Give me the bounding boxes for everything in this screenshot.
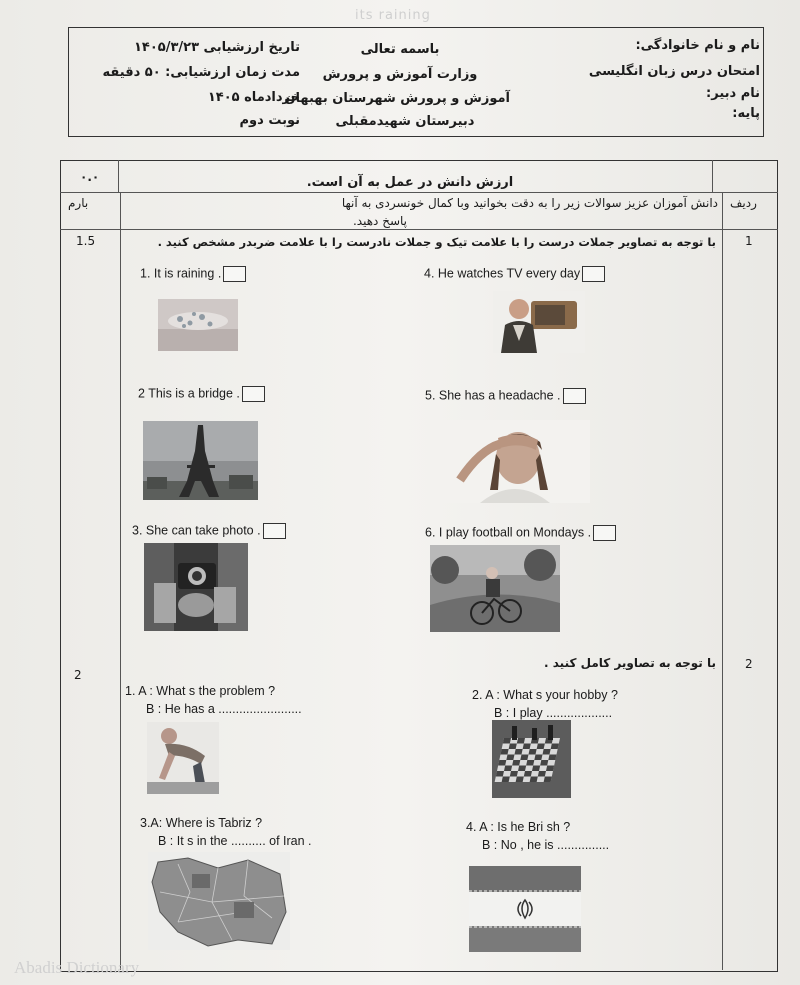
eiffel-tower-image: [143, 421, 258, 500]
q1-item-2: [138, 386, 265, 402]
girl-headache-icon: [440, 420, 590, 503]
q1-item-6-label: 6. I play football on Mondays .: [425, 525, 592, 540]
q2-item-2-question: 2. A : What s your hobby ?: [472, 688, 618, 702]
boy-cycling-image: [430, 545, 560, 632]
header-center-1: باسمه تعالی: [360, 42, 440, 57]
score-total: ۰.۰: [80, 170, 100, 184]
q1-number: 1: [745, 234, 753, 248]
camera-icon: [144, 543, 248, 631]
q2-item-1-answer[interactable]: B : He has a ........................: [146, 702, 302, 716]
exam-month: خردادماه ۱۴۰۵: [207, 90, 300, 105]
q2-item-3-answer[interactable]: B : It s in the .......... of Iran .: [158, 834, 312, 848]
q1-item-2-checkbox[interactable]: [242, 386, 265, 402]
q1-item-6: [425, 525, 616, 541]
teacher-name-label: نام دبیر:: [706, 86, 760, 101]
col-row-header: ردیف: [730, 196, 757, 210]
girl-headache-image: [440, 420, 590, 503]
q1-item-4-checkbox[interactable]: [582, 266, 605, 282]
q1-item-3: [132, 523, 286, 539]
q2-score: 2: [74, 668, 82, 682]
q1-item-3-checkbox[interactable]: [263, 523, 286, 539]
q1-item-1: [140, 266, 246, 282]
q1-instruction: با توجه به تصاویر جملات درست را با علامت تیک و جملات نادرست را با علامت ضربدر مشخص کنید .: [157, 235, 716, 249]
backache-icon: [147, 722, 219, 794]
q2-number: 2: [745, 657, 753, 671]
exam-date: تاریخ ارزشیابی ۱۴۰۵/۳/۲۳: [133, 40, 300, 55]
q2-item-4-answer[interactable]: B : No , he is ...............: [482, 838, 610, 852]
rain-puddle-icon: [158, 299, 238, 351]
woman-camera-image: [144, 543, 248, 631]
q1-item-1-checkbox[interactable]: [223, 266, 246, 282]
q1-item-4: [424, 266, 605, 282]
man-tv-icon: [493, 291, 585, 353]
exam-duration: مدت زمان ارزشیابی: ۵۰ دقیقه: [102, 65, 300, 80]
q1-item-4-label: 4. He watches TV every day: [424, 266, 581, 281]
q1-score: 1.5: [76, 234, 96, 248]
eiffel-tower-icon: [143, 421, 258, 500]
q1-item-6-checkbox[interactable]: [593, 525, 616, 541]
map-icon: [148, 852, 290, 950]
chess-icon: [492, 720, 571, 798]
q1-item-5-label: 5. She has a headache .: [425, 388, 561, 403]
man-backache-image: [147, 722, 219, 794]
col-score-header: بارم: [68, 196, 89, 210]
grade-label: پایه:: [732, 106, 760, 121]
flag-icon: [469, 866, 581, 952]
student-name-label: نام و نام خانوادگی:: [635, 38, 760, 53]
exam-subject-label: امتحان درس زبان انگلیسی: [588, 64, 760, 79]
header-center-2: وزارت آموزش و پرورش: [322, 67, 478, 82]
q1-item-1-label: 1. It is raining .: [140, 266, 222, 281]
bicycle-icon: [430, 545, 560, 632]
instruction-line-2: پاسخ دهید.: [352, 214, 408, 228]
iran-flag-image: [469, 866, 581, 952]
q1-item-3-label: 3. She can take photo .: [132, 523, 261, 538]
overlay-caption: its raining: [355, 8, 431, 23]
q1-item-5: [425, 388, 586, 404]
q2-instruction: با توجه به تصاویر کامل کنید .: [544, 656, 716, 670]
exam-session: نوبت دوم: [239, 113, 300, 128]
header-center-3: آموزش و پرورش شهرستان بهبهان: [284, 91, 510, 106]
man-carrying-tv-image: [493, 291, 585, 353]
q2-item-3-question: 3.A: Where is Tabriz ?: [140, 816, 263, 830]
rain-puddle-image: [158, 299, 238, 351]
q2-item-2-answer[interactable]: B : I play ...................: [494, 706, 613, 720]
dictionary-watermark: Abadis Dictionary: [14, 958, 140, 977]
q2-item-1-question: 1. A : What s the problem ?: [125, 684, 276, 698]
q1-item-2-label: 2 This is a bridge .: [138, 386, 240, 401]
header-center-4: دبیرستان شهیدمقبلی: [335, 114, 475, 129]
q2-item-4-question: 4. A : Is he Bri sh ?: [466, 820, 571, 834]
motto-banner: ارزش دانش در عمل به آن است.: [306, 175, 514, 190]
iran-map-image: [148, 852, 290, 950]
q1-item-5-checkbox[interactable]: [563, 388, 586, 404]
chess-board-image: [492, 720, 571, 798]
instruction-line-1: دانش آموزان عزیز سوالات زیر را به دقت بخوانید وبا کمال خونسردی به آنها: [341, 196, 718, 210]
